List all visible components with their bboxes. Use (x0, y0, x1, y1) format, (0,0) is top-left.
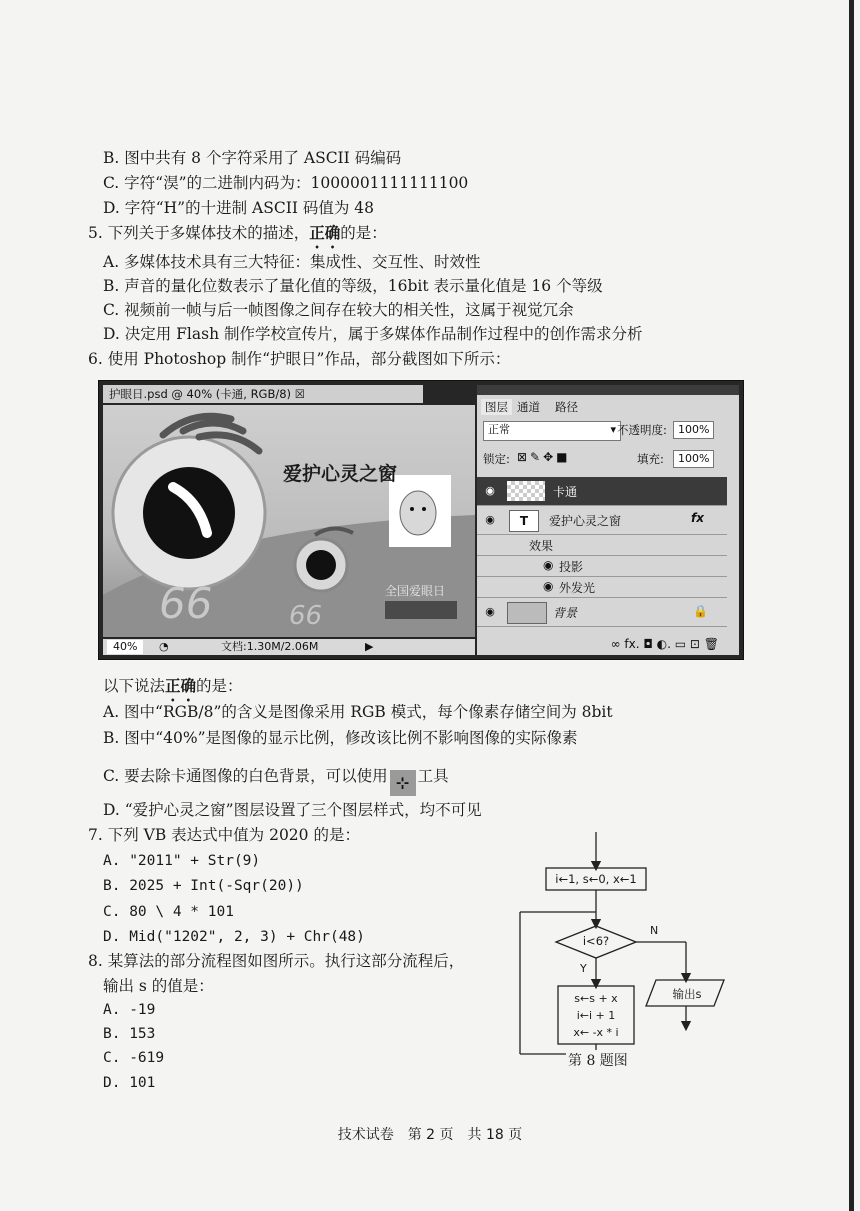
q4-option-c: C. 字符“淏”的二进制内码为：1000001111111100 (103, 174, 469, 192)
status-bar (103, 639, 475, 655)
condition-text: i<6? (582, 934, 610, 948)
output-text: 输出s (672, 987, 702, 1001)
tab-layers[interactable]: 图层 (481, 399, 512, 415)
layers-panel (477, 385, 739, 655)
effects-row[interactable]: 效果 (477, 535, 727, 556)
effect-glow-row[interactable]: ◉ 外发光 (477, 577, 727, 598)
q6-option-d: D. “爱护心灵之窗”图层设置了三个图层样式，均不可见 (103, 801, 482, 819)
q7-option-b: B. 2025 + Int(-Sqr(20)) (103, 878, 304, 894)
blend-mode-select[interactable]: 正常 ▾ (483, 421, 621, 441)
q8-option-b: B. 153 (103, 1026, 156, 1042)
q4-option-b: B. 图中共有 8 个字符采用了 ASCII 码编码 (103, 149, 402, 167)
init-text: i←1, s←0, x←1 (555, 872, 637, 886)
panel-bottom-toolbar[interactable]: ∞ fx. ◘ ◐. ▭ ⊡ 🗑 (610, 637, 719, 651)
yes-label: Y (580, 962, 587, 975)
eye-icon: ◉ (543, 558, 554, 572)
lock-label: 锁定: (483, 452, 510, 466)
q7-option-d: D. Mid("1202", 2, 3) + Chr(48) (103, 929, 365, 945)
effect-shadow-row[interactable]: ◉ 投影 (477, 556, 727, 577)
page-edge (849, 0, 854, 1211)
layer-row-cartoon[interactable]: ◉ 卡通 (477, 477, 727, 506)
eye-icon: ◉ (543, 579, 554, 593)
q6-followup: 以下说法正确的是： (103, 676, 243, 695)
canvas-title: 爱护心灵之窗 (283, 463, 398, 485)
tab-paths[interactable]: 路径 (555, 400, 578, 414)
q6-option-b: B. 图中“40%”是图像的显示比例，修改该比例不影响图像的实际像素 (103, 729, 578, 747)
layer-row-text[interactable]: ◉ T 爱护心灵之窗 fx (477, 506, 727, 535)
panel-titlebar (477, 385, 739, 395)
loop-body-text: s←s + x i←i + 1 x← -x * i (573, 992, 619, 1039)
canvas-number-small: 66 (289, 601, 323, 631)
q6-emphasis: 正确 (165, 676, 197, 695)
q5-option-b: B. 声音的量化位数表示了量化值的等级，16bit 表示量化值是 16 个等级 (103, 277, 603, 295)
canvas-number: 66 (159, 579, 213, 628)
q8-option-a: A. -19 (103, 1002, 156, 1018)
canvas-subtitle: 全国爱眼日 (385, 584, 446, 598)
status-info-icon[interactable]: ◔ (159, 640, 169, 653)
q8-stem: 8. 某算法的部分流程图如图所示。执行这部分流程后， (88, 952, 465, 970)
opacity-field[interactable]: 100% (673, 421, 714, 439)
doc-size: 文档:1.30M/2.06M (221, 640, 319, 653)
eye-icon: ◉ (485, 484, 495, 497)
q5-stem: 5. 下列关于多媒体技术的描述，正确的是： (88, 223, 387, 242)
layer-thumbnail (507, 481, 545, 501)
flowchart (510, 830, 750, 1070)
q6-option-a: A. 图中“RGB/8”的含义是图像采用 RGB 模式，每个像素存储空间为 8bit (103, 703, 613, 721)
document-tab: 护眼日.psd @ 40% (卡通, RGB/8) ☒ (103, 385, 423, 403)
q6-stem: 6. 使用 Photoshop 制作“护眼日”作品，部分截图如下所示： (88, 350, 511, 368)
page-footer: 技术试卷 第 2 页 共 18 页 (337, 1127, 523, 1143)
flowchart-caption: 第 8 题图 (566, 1050, 630, 1070)
q8-option-d: D. 101 (103, 1075, 156, 1091)
canvas (103, 405, 475, 637)
status-arrow-icon[interactable]: ▶ (365, 640, 374, 653)
q5-emphasis: 正确 (309, 223, 341, 242)
text-layer-icon: T (509, 510, 539, 532)
no-label: N (650, 924, 659, 937)
q7-option-a: A. "2011" + Str(9) (103, 853, 261, 869)
q4-option-d: D. 字符“H”的十进制 ASCII 码值为 48 (103, 199, 375, 217)
q5-option-a: A. 多媒体技术具有三大特征：集成性、交互性、时效性 (103, 253, 481, 271)
crop-tool-icon: ⊹ (390, 770, 416, 796)
opacity-label: 不透明度: (617, 423, 667, 437)
tab-channels[interactable]: 通道 (517, 400, 540, 414)
fill-label: 填充: (637, 452, 664, 466)
layer-row-background[interactable]: ◉ 背景 🔒 (477, 598, 727, 627)
q8-option-c: C. -619 (103, 1050, 165, 1066)
fill-field[interactable]: 100% (673, 450, 714, 468)
zoom-field[interactable]: 40% (107, 640, 143, 654)
layer-thumbnail (507, 602, 547, 624)
lock-icons[interactable]: ⊠✎✥■ (517, 450, 571, 464)
eye-icon: ◉ (485, 605, 495, 618)
q7-stem: 7. 下列 VB 表达式中值为 2020 的是： (88, 826, 360, 844)
q8-stem-2: 输出 s 的值是： (103, 977, 214, 995)
q5-option-d: D. 决定用 Flash 制作学校宣传片，属于多媒体作品制作过程中的创作需求分析 (103, 325, 643, 343)
q7-option-c: C. 80 \ 4 * 101 (103, 904, 234, 920)
q5-option-c: C. 视频前一帧与后一帧图像之间存在较大的相关性，这属于视觉冗余 (103, 301, 574, 319)
photoshop-screenshot (98, 380, 744, 660)
q6-option-c: C. 要去除卡通图像的白色背景，可以使用 ⊹ 工具 (103, 766, 449, 796)
fx-icon[interactable]: fx (691, 511, 704, 525)
chevron-down-icon: ▾ (610, 423, 616, 436)
lock-icon: 🔒 (693, 604, 708, 618)
eye-icon: ◉ (485, 513, 495, 526)
